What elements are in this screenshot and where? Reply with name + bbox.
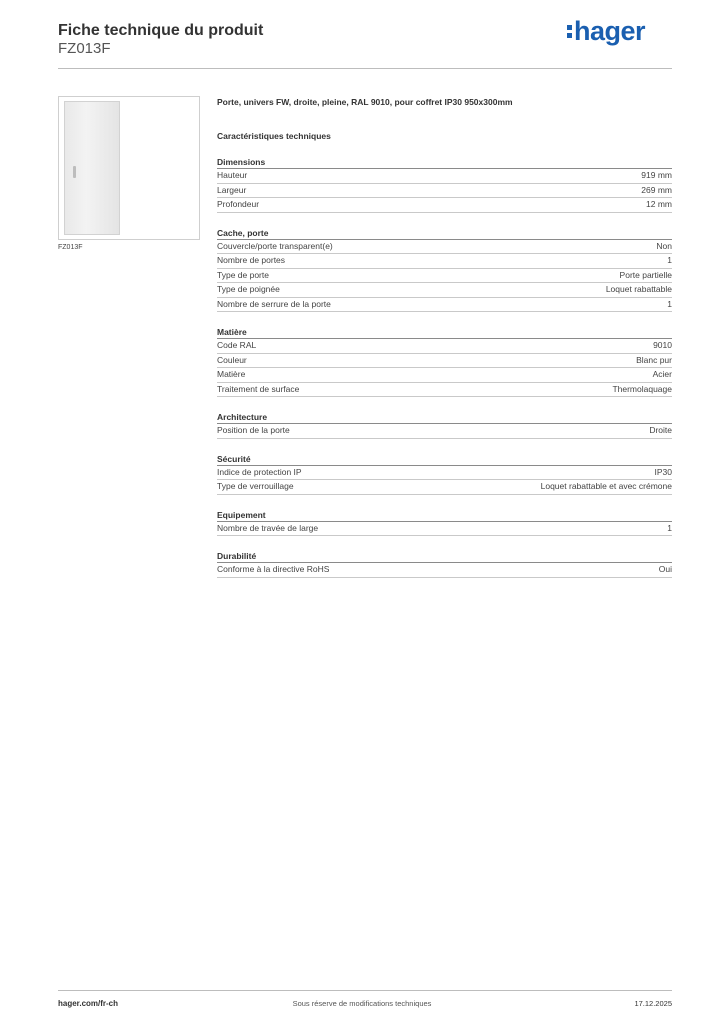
spec-section [217, 453, 672, 495]
spec-label: Type de poignée [217, 284, 280, 294]
logo-dots-icon [567, 25, 572, 38]
footer-notice: Sous réserve de modifications techniques [292, 999, 432, 1008]
spec-label: Indice de protection IP [217, 466, 302, 477]
spec-label: Position de la porte [217, 425, 290, 435]
door-illustration [64, 101, 120, 235]
image-caption: FZ013F [58, 244, 83, 251]
spec-label: Nombre de serrure de la porte [217, 298, 331, 309]
spec-label: Type de porte [217, 269, 269, 280]
spec-section [217, 156, 672, 213]
footer-website[interactable]: hager.com/fr-ch [58, 999, 119, 1008]
product-description: Porte, univers FW, droite, pleine, RAL 9010, pour coffret IP30 950x300mm [217, 97, 513, 107]
spec-value: Loquet rabattable et avec crémone [540, 481, 672, 491]
spec-value: Droite [649, 425, 672, 435]
spec-value: Non [656, 240, 672, 251]
page-title: Fiche technique du produit [58, 22, 264, 39]
product-image [58, 96, 200, 240]
spec-label: Profondeur [217, 199, 260, 209]
spec-label: Type de verrouillage [217, 481, 294, 491]
spec-section [217, 509, 672, 537]
section-title: Matière [217, 326, 672, 339]
spec-row [217, 184, 672, 199]
spec-section [217, 326, 672, 397]
logo-text: hager [574, 16, 646, 46]
spec-value: 1 [667, 298, 672, 309]
hager-logo [567, 16, 645, 47]
spec-section [217, 411, 672, 439]
section-title: Architecture [217, 411, 672, 424]
spec-row [217, 354, 672, 369]
product-reference: FZ013F [58, 40, 111, 57]
spec-value: Porte partielle [619, 269, 672, 280]
spec-label: Largeur [217, 184, 247, 195]
spec-row [217, 383, 672, 398]
spec-label: Couleur [217, 354, 247, 365]
spec-value: Acier [652, 369, 672, 379]
spec-value: Oui [658, 564, 672, 574]
spec-value: 1 [667, 255, 672, 265]
spec-row [217, 466, 672, 481]
section-title: Dimensions [217, 156, 672, 169]
spec-section [217, 227, 672, 313]
spec-row [217, 480, 672, 495]
spec-value: 9010 [653, 340, 672, 350]
spec-row [217, 169, 672, 184]
spec-label: Matière [217, 369, 246, 379]
spec-value: IP30 [654, 466, 672, 477]
door-handle-icon [73, 166, 76, 178]
section-title: Sécurité [217, 453, 672, 466]
spec-label: Nombre de travée de large [217, 522, 319, 533]
spec-row [217, 368, 672, 383]
section-title: Equipement [217, 509, 672, 522]
spec-section [217, 550, 672, 578]
header-divider [58, 68, 672, 69]
spec-row [217, 339, 672, 354]
footer-date: 17.12.2025 [634, 999, 672, 1008]
spec-row [217, 240, 672, 255]
spec-content [217, 96, 672, 578]
tech-heading: Caractéristiques techniques [217, 131, 331, 141]
spec-value: 1 [667, 522, 672, 533]
spec-value: 12 mm [646, 199, 672, 209]
spec-label: Traitement de surface [217, 383, 300, 394]
spec-value: Blanc pur [636, 354, 672, 365]
spec-row [217, 198, 672, 213]
spec-value: 269 mm [641, 184, 672, 195]
spec-label: Couvercle/porte transparent(e) [217, 240, 333, 251]
section-title: Cache, porte [217, 227, 672, 240]
spec-row [217, 283, 672, 298]
spec-row [217, 298, 672, 313]
spec-label: Code RAL [217, 340, 257, 350]
spec-value: 919 mm [641, 170, 672, 180]
spec-row [217, 254, 672, 269]
spec-row [217, 522, 672, 537]
spec-row [217, 563, 672, 578]
section-title: Durabilité [217, 550, 672, 563]
spec-row [217, 424, 672, 439]
spec-label: Conforme à la directive RoHS [217, 564, 330, 574]
spec-row [217, 269, 672, 284]
spec-label: Nombre de portes [217, 255, 286, 265]
spec-label: Hauteur [217, 170, 248, 180]
footer-divider [58, 990, 672, 991]
spec-value: Thermolaquage [612, 383, 672, 394]
spec-value: Loquet rabattable [605, 284, 672, 294]
